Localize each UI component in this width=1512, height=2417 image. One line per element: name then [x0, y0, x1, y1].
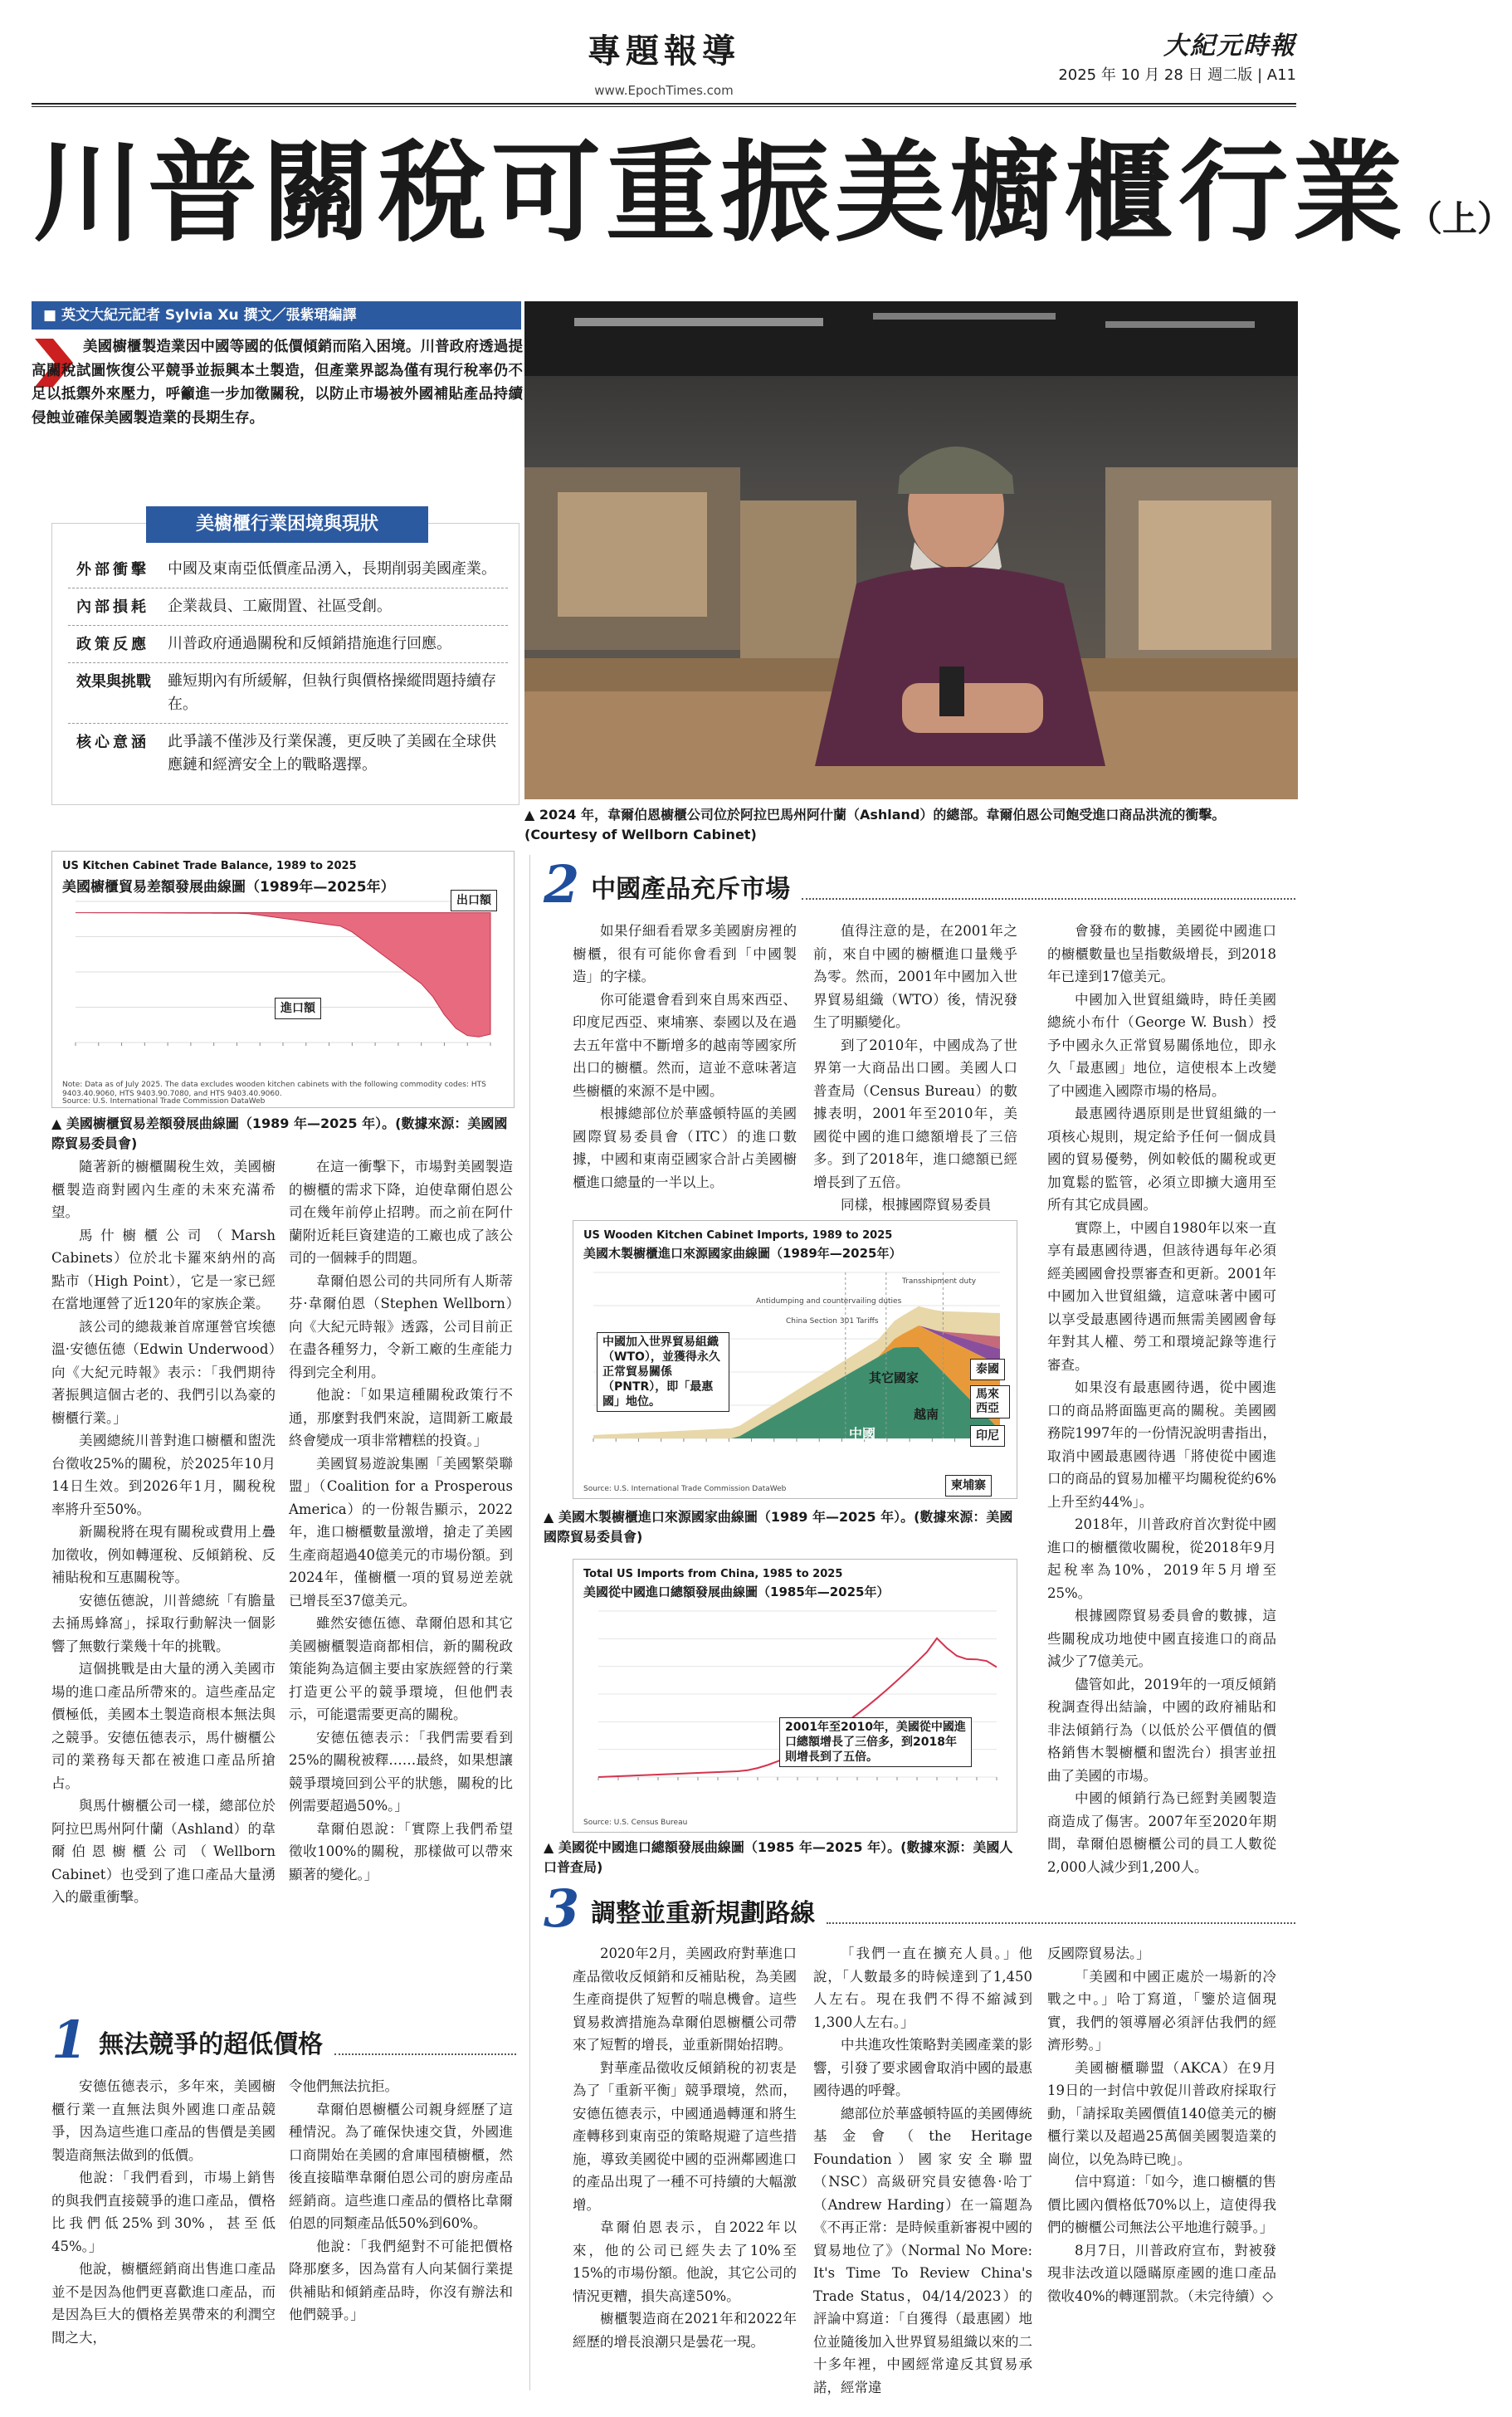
paragraph: 信中寫道：「如今，進口櫥櫃的售價比國內價格低70%以上，這使得我們的櫥櫃公司無法公平地進行競爭。」: [1047, 2174, 1276, 2235]
paragraph: 安德伍德說，川普總統「有膽量去捅馬蜂窩」，採取行動解決一個影響了無數行業幾十年的挑戰。: [51, 1592, 276, 1654]
chart2-annot-dumping: Antidumping and countervailing duties: [756, 1297, 902, 1306]
sidebar-row: [68, 588, 508, 626]
paragraph: 韋爾伯恩公司的共同所有人斯蒂芬·韋爾伯恩（Stephen Wellborn）向《大紀元時報》透露，公司目前正在盡各種努力，令新工廠的生產能力得到完全利用。: [289, 1272, 513, 1380]
section3-rule: [827, 1922, 1295, 1924]
chart2-caption: ▲ 美國木製櫥櫃進口來源國家曲線圖（1989 年—2025 年）。(數據來源：美國國際貿易委員會): [544, 1509, 1013, 1545]
section3-title: 調整並重新規劃路線: [591, 1899, 816, 1928]
section1-column-a: [51, 2075, 276, 2394]
paragraph: 2020年2月，美國政府對華進口產品徵收反傾銷和反補貼稅，為美國生產商提供了短暫的喘息機會。這些貿易救濟措施為韋爾伯恩櫥櫃公司帶來了短暫的增長，並重新開始招聘。: [573, 1946, 797, 2053]
section2-title: 中國產品充斥市場: [591, 875, 791, 904]
sidebar-key: 核心意涵: [76, 734, 149, 751]
section3-number: 3: [544, 1878, 580, 1939]
header-rule: [32, 103, 1296, 105]
section3-column-c: [1047, 1942, 1276, 2397]
paragraph: 根據國際貿易委員會的數據，這些關稅成功地使中國直接進口的商品減少了7億美元。: [1047, 1608, 1276, 1669]
paragraph: 根據總部位於華盛頓特區的美國國際貿易委員會（ITC）的進口數據，中國和東南亞國家合計占美國櫥櫃進口總量的一半以上。: [573, 1106, 797, 1190]
sidebar-key: 外部衝擊: [76, 561, 149, 579]
paragraph: 在這一衝擊下，市場對美國製造的櫥櫃的需求下降，迫使韋爾伯恩公司在幾年前停止招聘。而之前在阿什蘭附近耗巨資建造的工廠也成了該公司的一個棘手的問題。: [289, 1159, 513, 1266]
sidebar-row: [68, 663, 508, 724]
paragraph: 安德伍德表示，多年來，美國櫥櫃行業一直無法與外國進口產品競爭，因為這些進口產品的售價是美國製造商無法做到的低價。: [51, 2078, 276, 2163]
sidebar-key: 內部損耗: [76, 598, 149, 616]
chart1-title-zh: 美國櫥櫃貿易差額發展曲線圖（1989年—2025年）: [62, 879, 395, 896]
section3-column-a: [573, 1942, 797, 2397]
paragraph: 令他們無法抗拒。: [289, 2078, 398, 2094]
chart1-label-import: 進口額: [275, 998, 321, 1019]
chart1-note: Note: Data as of July 2025. The data excludes wooden kitchen cabinets with the following commodity codes: HTS 9403.40.9060, HTS 9403.90.7080, and HTS 9403.40.9060.: [62, 1081, 486, 1098]
paragraph: 美國貿易遊說集團「美國繁榮聯盟」（Coalition for a Prosperous America）的一份報告顯示，2022年，進口櫥櫃數量激增，搶走了美國生產商超過40億美元的市場份額。到2024年，僅櫥櫃一項的貿易逆差就已增長至37億美元。: [289, 1455, 513, 1609]
paragraph: 雖然安德伍德、韋爾伯恩和其它美國櫥櫃製造商都相信，新的關稅政策能夠為這個主要由家族經營的行業打造更公平的競爭環境，但他們表示，可能還需要更高的關稅。: [289, 1615, 513, 1722]
paragraph: 隨著新的櫥櫃關稅生效，美國櫥櫃製造商對國內生產的未來充滿希望。: [51, 1159, 276, 1220]
paragraph: 安德伍德表示：「我們需要看到25%的關稅被釋……最終，如果想讓競爭環境回到公平的狀態，關稅的比例需要超過50%。」: [289, 1729, 513, 1814]
sidebar-value: 中國及東南亞低價產品湧入，長期削弱美國產業。: [168, 560, 496, 578]
paragraph: 他說：「我們絕對不可能把價格降那麼多，因為當有人向某個行業提供補貼和傾銷產品時，你沒有辦法和他們競爭。」: [289, 2238, 513, 2322]
chart2-label-thailand: 泰國: [970, 1359, 1005, 1380]
section2-column-a: [573, 920, 797, 1210]
paragraph: 這個挑戰是由大量的湧入美國市場的進口產品所帶來的。這些產品定價極低，美國本土製造商根本無法與之競爭。安德伍德表示，馬什櫥櫃公司的業務每天都在被進口產品所搶占。: [51, 1661, 276, 1791]
photo: [524, 301, 1298, 799]
paragraph: 馬什櫥櫃公司（Marsh Cabinets）位於北卡羅來納州的高點市（High Point），它是一家已經在當地運營了近120年的家族企業。: [51, 1227, 276, 1311]
paragraph: 新關稅將在現有關稅或費用上疊加徵收，例如轉運稅、反傾銷稅、反補貼稅和互惠關稅等。: [51, 1524, 276, 1585]
chart1-label-export: 出口額: [451, 890, 497, 911]
chart2-label-cambodia: 柬埔寨: [945, 1475, 992, 1497]
paragraph: 實際上，中國自1980年以來一直享有最惠國待遇，但該待遇每年必須經美國國會投票審查和更新。2001年中國加入世貿組織，這意味著中國可以享受最惠國待遇而無需美國國會每年對其人權、勞工和環境記錄等進行審查。: [1047, 1219, 1276, 1373]
chart1-source: Source: U.S. International Trade Commission DataWeb: [62, 1097, 266, 1106]
headline-part: （上）: [1407, 198, 1512, 239]
paragraph: 「美國和中國正處於一場新的冷戰之中。」哈丁寫道，「鑒於這個現實，我們的領導層必須評估我們的經濟形勢。」: [1047, 1968, 1276, 2053]
column-divider: [529, 855, 530, 2390]
paragraph: 「我們一直在擴充人員。」他說，「人數最多的時候達到了1,450人左右。現在我們不得不縮減到1,300人左右。」: [813, 1946, 1032, 2030]
issue-date: 2025 年 10 月 28 日 週二版 | A11: [1058, 66, 1296, 84]
paragraph: 2018年，川普政府首次對從中國進口的櫥櫃徵收關稅，從2018年9月起稅率為10%，2019年5月增至25%。: [1047, 1516, 1276, 1601]
section2-number: 2: [544, 854, 580, 915]
paragraph: 值得注意的是，在2001年之前，來自中國的櫥櫃進口量幾乎為零。然而，2001年中國加入世界貿易組織（WTO）後，情況發生了明顯變化。: [813, 923, 1017, 1030]
byline: ■ 英文大紀元記者 Sylvia Xu 撰文／張紫珺編譯: [32, 301, 521, 330]
section3-column-b: [813, 1942, 1032, 2397]
chart3-box: [573, 1559, 1017, 1833]
chart2-annot-pntr: 中國加入世界貿易組織（WTO），並獲得永久正常貿易關係（PNTR），即「最惠國」地位。: [597, 1332, 729, 1412]
chart2-label-malaysia: 馬來西亞: [970, 1385, 1010, 1418]
chart3-title-zh: 美國從中國進口總額發展曲線圖（1985年—2025年）: [583, 1584, 890, 1599]
paragraph: 美國櫥櫃聯盟（AKCA）在9月19日的一封信中敦促川普政府採取行動，「請採取美國價值140億美元的櫥櫃行業以及超過25萬個美國製造業的崗位，以免為時已晚」。: [1047, 2059, 1276, 2167]
paragraph: 對華產品徵收反傾銷稅的初衷是為了「重新平衡」競爭環境，然而，安德伍德表示，中國通過轉運和將生產轉移到東南亞的策略規避了這些措施，導致美國從中國的亞洲鄰國進口的產品出現了一種不可持續的大幅激增。: [573, 2059, 797, 2213]
section1-number: 1: [51, 2009, 88, 2070]
paragraph: 如果仔細看看眾多美國廚房裡的櫥櫃，很有可能你會看到「中國製造」的字樣。: [573, 923, 797, 984]
section2-heading: [544, 854, 1295, 915]
chart1-caption: ▲ 美國櫥櫃貿易差額發展曲線圖（1989 年—2025 年）。(數據來源：美國國際貿易委員會): [51, 1116, 508, 1151]
chart2-source: Source: U.S. International Trade Commission DataWeb: [583, 1485, 787, 1493]
header-rule-thin: [32, 106, 1296, 107]
sidebar-table: [68, 551, 508, 784]
chart3-plot: [573, 1603, 1018, 1810]
paragraph: 最惠國待遇原則是世貿組織的一項核心規則，規定給予任何一個成員國的貿易優勢，例如較低的關稅或更加寬鬆的監管，必須立即擴大適用至所有其它成員國。: [1047, 1106, 1276, 1213]
section1-title: 無法競爭的超低價格: [99, 2030, 324, 2059]
chart2-annot-301: China Section 301 Tariffs: [786, 1317, 879, 1326]
paragraph: 你可能還會看到來自馬來西亞、印度尼西亞、柬埔寨、泰國以及在過去五年當中不斷增多的越南等國家所出口的櫥櫃。然而，這並不意味著這些櫥櫃的來源不是中國。: [573, 991, 797, 1099]
chart2-label-indonesia: 印尼: [970, 1425, 1005, 1447]
chart2-box: [573, 1220, 1017, 1499]
chart3-caption: ▲ 美國從中國進口總額發展曲線圖（1985 年—2025 年）。(數據來源：美國人口普查局): [544, 1839, 1013, 1875]
paragraph: 韋爾伯恩櫥櫃公司親身經歷了這種情況。為了確保快速交貨，外國進口商開始在美國的倉庫囤積櫥櫃，然後直接瞄準韋爾伯恩公司的廚房產品經銷商。這些進口產品的價格比韋爾伯恩的同類產品低50%到60%。: [289, 2101, 513, 2231]
paragraph: 中國的傾銷行為已經對美國製造商造成了傷害。2007年至2020年期間，韋爾伯恩櫥櫃公司的員工人數從2,000人減少到1,200人。: [1047, 1790, 1276, 1875]
paragraph: 韋爾伯恩表示，自2022年以來，他的公司已經失去了10%至15%的市場份額。他說，其它公司的情況更糟，損失高達50%。: [573, 2219, 797, 2304]
section2-column-b: [813, 920, 1017, 1213]
chart2-label-vietnam: 越南: [914, 1407, 939, 1422]
chart2-label-other: 其它國家: [869, 1370, 919, 1385]
section3-heading: [544, 1878, 1295, 1939]
lead-text: 美國櫥櫃製造業因中國等國的低價傾銷而陷入困境。川普政府透過提高關稅試圖恢復公平競爭並振興本土製造，但產業界認為僅有現行稅率仍不足以抵禦外來壓力，呼籲進一步加徵關稅，以防止市場被外國補貼產品持續侵蝕並確保美國製造業的長期生存。: [32, 339, 523, 427]
chart3-annot: 2001年至2010年，美國從中國進口總額增長了三倍多，到2018年則增長到了五倍。: [779, 1717, 972, 1767]
chart2-label-china: 中國: [849, 1426, 876, 1442]
paragraph: 會發布的數據，美國從中國進口的櫥櫃數量也呈指數級增長，到2018年已達到17億美元。: [1047, 923, 1276, 984]
section1-column-b: [289, 2075, 513, 2394]
paragraph: 到了2010年，中國成為了世界第一大商品出口國。美國人口普查局（Census Bureau）的數據表明，2001年至2010年，美國從中國的進口總額增長了三倍多。到了2018年，進口總額已經增長到了五倍。: [813, 1037, 1017, 1190]
sidebar-row: [68, 551, 508, 588]
paragraph: 美國總統川普對進口櫥櫃和盥洗台徵收25%的關稅，於2025年10月14日生效。到2026年1月，關稅稅率將升至50%。: [51, 1433, 276, 1517]
chart1-title-en: US Kitchen Cabinet Trade Balance, 1989 to 2025: [62, 860, 357, 872]
paragraph: 中國加入世貿組織時，時任美國總統小布什（George W. Bush）授予中國永久正常貿易關係地位，即永久「最惠國」地位，這使根本上改變了中國進入國際市場的格局。: [1047, 991, 1276, 1099]
chart1-box: [51, 851, 515, 1108]
sidebar-title: 美櫥櫃行業困境與現狀: [146, 506, 428, 543]
sidebar-row: [68, 626, 508, 663]
sidebar-key: 政策反應: [76, 636, 149, 653]
intro-column-b: [289, 1155, 513, 1995]
chart3-title-en: Total US Imports from China, 1985 to 2025: [583, 1568, 843, 1580]
site-url: www.EpochTimes.com: [594, 83, 734, 98]
chart2-annot-transshipment: Transshipment duty: [902, 1277, 977, 1286]
paragraph: 與馬什櫥櫃公司一樣，總部位於阿拉巴馬州阿什蘭（Ashland）的韋爾伯恩櫥櫃公司（Wellborn Cabinet）也受到了進口產品大量湧入的嚴重衝擊。: [51, 1798, 276, 1905]
chart2-title-en: US Wooden Kitchen Cabinet Imports, 1989 to 2025: [583, 1229, 893, 1242]
paragraph: 該公司的總裁兼首席運營官埃德溫·安德伍德（Edwin Underwood）向《大紀元時報》表示：「我們期待著振興這個古老的、我們引以為豪的櫥櫃行業。」: [51, 1318, 276, 1426]
chart3-source: Source: U.S. Census Bureau: [583, 1819, 688, 1827]
chart2-title-zh: 美國木製櫥櫃進口來源國家曲線圖（1989年—2025年）: [583, 1246, 902, 1261]
section2-rule: [802, 898, 1295, 900]
sidebar-key: 效果與挑戰: [76, 673, 151, 691]
photo-caption: ▲ 2024 年，韋爾伯恩櫥櫃公司位於阿拉巴馬州阿什蘭（Ashland）的總部。韋爾伯恩公司飽受進口商品洪流的衝擊。(Courtesy of Wellborn Cabinet): [524, 807, 1226, 842]
section1-rule: [334, 2053, 516, 2055]
paragraph: 總部位於華盛頓特區的美國傳統基金會（the Heritage Foundation）國家安全聯盟（NSC）高級研究員安德魯·哈丁（Andrew Harding）在一篇題為《不再正常：是時候重新審視中國的貿易地位了》（Normal No More: It's Time To Review China's Trade Status，04/14/2023）的評論中寫道：「自獲得（最惠國）地位並隨後加入世界貿易組織以來的二十多年裡，中國經常違反其貿易承諾，經常違: [813, 2105, 1032, 2395]
paragraph: 他說：「我們看到，市場上銷售的與我們直接競爭的進口產品，價格比我們低25%到30%，甚至低45%。」: [51, 2170, 276, 2254]
sidebar-value: 此爭議不僅涉及行業保護，更反映了美國在全球供應鏈和經濟安全上的戰略選擇。: [168, 733, 496, 774]
paragraph: 儘管如此，2019年的一項反傾銷稅調查得出結論，中國的政府補貼和非法傾銷行為（以低於公平價值的價格銷售木製櫥櫃和盥洗台）損害並扭曲了美國的市場。: [1047, 1676, 1276, 1784]
intro-column-a: [51, 1155, 276, 1995]
warehouse-photo-image: [524, 301, 1298, 799]
paragraph: 同樣，根據國際貿易委員: [841, 1197, 992, 1213]
paragraph: 他說，櫥櫃經銷商出售進口產品並不是因為他們更喜歡進口產品，而是因為巨大的價格差異帶來的利潤空間之大，: [51, 2261, 276, 2346]
paragraph: 他說：「如果這種關稅政策行不通，那麼對我們來說，這間新工廠最終會變成一項非常糟糕的投資。」: [289, 1387, 513, 1448]
paragraph: 櫥櫃製造商在2021年和2022年經歷的增長浪潮只是曇花一現。: [573, 2311, 797, 2350]
sidebar-value: 川普政府通過關稅和反傾銷措施進行回應。: [168, 635, 451, 652]
section2-column-c: [1047, 920, 1276, 1874]
headline: [33, 123, 1512, 290]
paragraph: 中共進攻性策略對美國產業的影響，引發了要求國會取消中國的最惠國待遇的呼聲。: [813, 2037, 1032, 2098]
sidebar-value: 企業裁員、工廠閒置、社區受創。: [168, 598, 392, 615]
paragraph: 反國際貿易法。」: [1047, 1946, 1150, 1961]
section1-heading: [51, 2009, 516, 2070]
chart1-plot: [52, 893, 515, 1076]
masthead: 大紀元時報: [1163, 32, 1296, 61]
sidebar-row: [68, 724, 508, 784]
headline-main: 川普關稅可重振美櫥櫃行業: [33, 129, 1407, 257]
sidebar-value: 雖短期內有所緩解，但執行與價格操縱問題持續存在。: [168, 672, 496, 713]
section-header: 專題報導: [588, 32, 740, 71]
paragraph: 韋爾伯恩說：「實際上我們希望徵收100%的關稅，那樣做可以帶來顯著的變化。」: [289, 1820, 513, 1882]
paragraph: 8月7日，川普政府宣布，對被發現非法改道以隱瞞原產國的進口產品徵收40%的轉運罰款。（未完待續）◇: [1047, 2242, 1276, 2304]
paragraph: 如果沒有最惠國待遇，從中國進口的商品將面臨更高的關稅。美國國務院1997年的一份情況說明書指出，取消中國最惠國待遇「將使從中國進口的商品的貿易加權平均關稅從約6%上升至約44%」。: [1047, 1379, 1276, 1510]
